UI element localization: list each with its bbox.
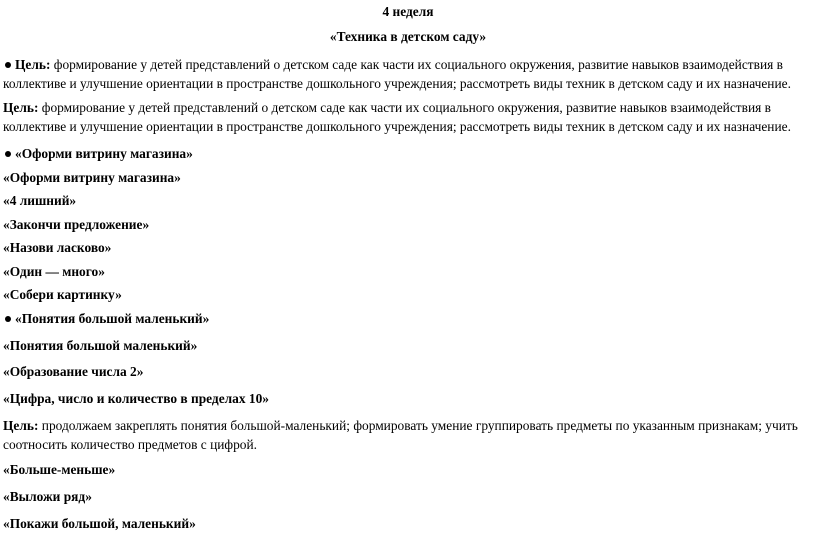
- bullet-icon: [5, 62, 11, 68]
- list-item: «Выложи ряд»: [3, 489, 92, 504]
- list-item: «Оформи витрину магазина»: [3, 170, 181, 185]
- goal-paragraph-2: [3, 98, 812, 136]
- goal-paragraph-1: [3, 55, 812, 93]
- list-item: «Цифра, число и количество в пределах 10»: [3, 391, 269, 406]
- goal-label: Цель:: [3, 100, 39, 115]
- list-item: «Покажи большой, маленький»: [3, 516, 196, 531]
- bullet-icon: [5, 316, 11, 322]
- bullet-icon: [5, 151, 11, 157]
- goal-label: Цель:: [3, 418, 39, 433]
- topic-title: «Техника в детском саду»: [329, 29, 487, 44]
- list-item: «Собери картинку»: [3, 287, 122, 302]
- list-item: «Один — много»: [3, 264, 105, 279]
- goal-paragraph-3: [3, 416, 812, 454]
- week-title: 4 неделя: [382, 4, 434, 19]
- list-item: «Оформи витрину магазина»: [3, 146, 812, 162]
- list-item: «Образование числа 2»: [3, 364, 144, 379]
- goal-text: формирование у детей представлений о детском саде как части их социального окружения, развитие навыков взаимодействия в коллективе и улучшение ориентации в пространстве дошкольного учреждения; рассмотреть виды техник в детском саду и их назначение.: [3, 57, 791, 91]
- list-item: «Больше-меньше»: [3, 462, 116, 477]
- list-item: «Назови ласково»: [3, 240, 112, 255]
- list-item: «Понятия большой маленький»: [3, 311, 812, 327]
- goal-text: формирование у детей представлений о детском саде как части их социального окружения, развитие навыков взаимодействия в коллективе и улучшение ориентации в пространстве дошкольного учреждения; рассмотреть виды техник в детском саду и их назначение.: [3, 100, 791, 134]
- list-item: «Закончи предложение»: [3, 217, 150, 232]
- goal-label: Цель:: [15, 57, 51, 72]
- list-item: «4 лишний»: [3, 193, 77, 208]
- goal-text: продолжаем закреплять понятия большой-маленький; формировать умение группировать предметы по указанным признакам; учить соотносить количество предметов с цифрой.: [3, 418, 798, 452]
- list-item: «Понятия большой маленький»: [3, 338, 198, 353]
